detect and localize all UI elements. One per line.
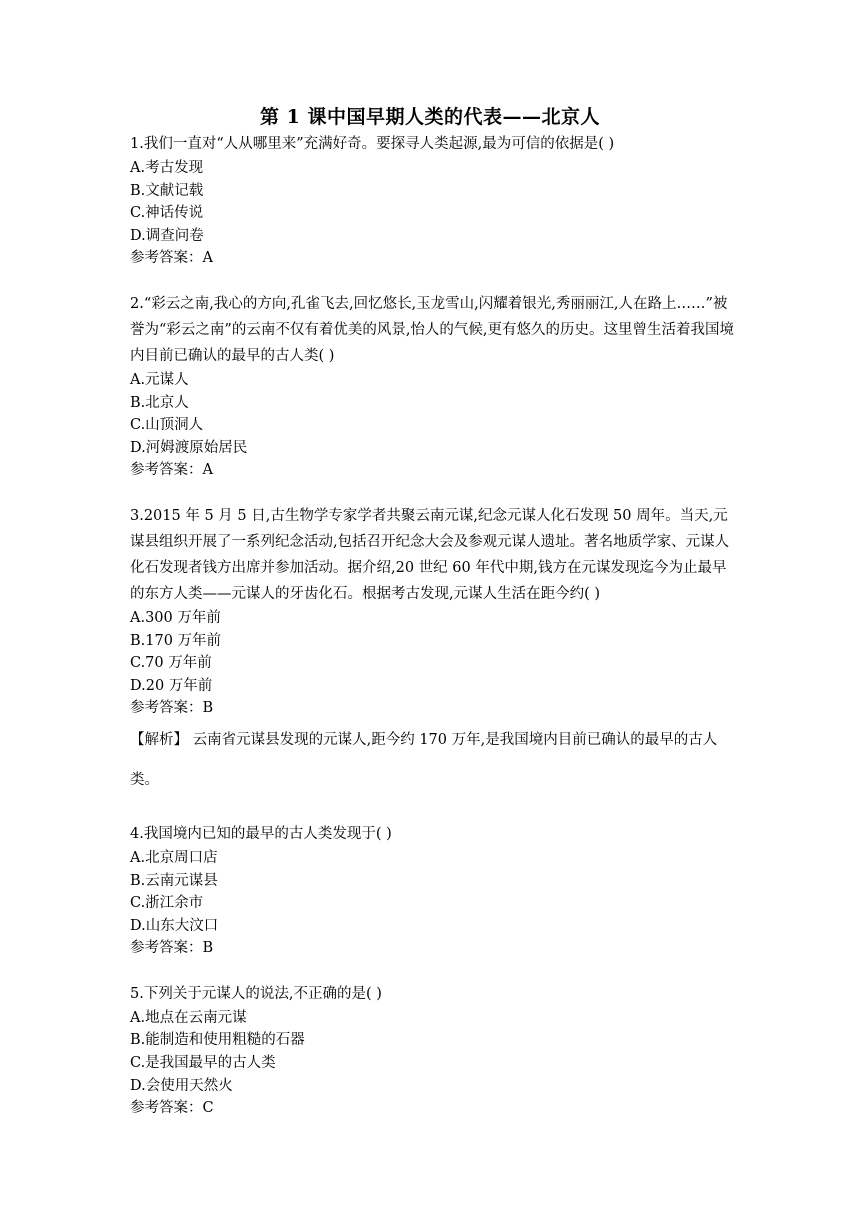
reference-answer: 参考答案：C bbox=[130, 1100, 214, 1117]
explanation-text: 云南省元谋县发现的元谋人,距今约 170 万年,是我国境内目前已确认的最早的古人类。 bbox=[130, 731, 718, 788]
option-c: C.浙江余市 bbox=[130, 895, 204, 912]
question-stem: 4.我国境内已知的最早的古人类发现于( ) bbox=[130, 825, 392, 842]
option-d: D.山东大汶口 bbox=[130, 917, 219, 934]
question-stem: 2.“彩云之南,我心的方向,孔雀飞去,回忆悠长,玉龙雪山,闪耀着银光,秀丽丽江,人在路上……”被誉为“彩云之南”的云南不仅有着优美的风景,怡人的气候,更有悠久的历史。这里曾生活着我国境内目前已确认的最早的古人类( ) bbox=[130, 295, 735, 364]
option-d: D.河姆渡原始居民 bbox=[130, 439, 248, 456]
question-4 bbox=[130, 821, 735, 960]
option-d: D.会使用天然火 bbox=[130, 1077, 233, 1094]
option-a: A.考古发现 bbox=[130, 160, 204, 176]
document-title: 第 1 课中国早期人类的代表——北京人 bbox=[260, 106, 600, 128]
option-a: A.300 万年前 bbox=[130, 609, 221, 626]
option-b: B.能制造和使用粗糙的石器 bbox=[130, 1032, 305, 1049]
explanation bbox=[130, 720, 735, 800]
reference-answer: 参考答案：B bbox=[130, 940, 214, 957]
question-1 bbox=[130, 131, 735, 270]
question-list bbox=[130, 131, 735, 1141]
option-c: C.神话传说 bbox=[130, 205, 204, 222]
question-stem: 3.2015 年 5 月 5 日,古生物学专家学者共聚云南元谋,纪念元谋人化石发现 50 周年。当天,元谋县组织开展了一系列纪念活动,包括召开纪念大会及参观元谋人遗址。著名地质学家、元谋人化石发现者钱方出席并参加活动。据介绍,20 世纪 60 年代中期,钱方在元谋发现迄今为止最早的东方人类——元谋人的牙齿化石。根据考古发现,元谋人生活在距今约( ) bbox=[130, 507, 730, 602]
option-b: B.文献记载 bbox=[130, 182, 204, 199]
question-2 bbox=[130, 291, 735, 482]
question-stem: 5.下列关于元谋人的说法,不正确的是( ) bbox=[130, 985, 382, 1002]
option-c: C.是我国最早的古人类 bbox=[130, 1055, 276, 1072]
option-b: B.北京人 bbox=[130, 394, 189, 411]
reference-answer: 参考答案：B bbox=[130, 700, 214, 717]
reference-answer: 参考答案：A bbox=[130, 250, 213, 267]
option-a: A.地点在云南元谋 bbox=[130, 1009, 247, 1026]
option-b: B.170 万年前 bbox=[130, 632, 222, 649]
option-b: B.云南元谋县 bbox=[130, 872, 218, 889]
option-c: C.山顶洞人 bbox=[130, 417, 204, 434]
option-c: C.70 万年前 bbox=[130, 655, 212, 672]
option-a: A.北京周口店 bbox=[130, 849, 218, 866]
question-5 bbox=[130, 981, 735, 1120]
explanation-tag: 【解析】 bbox=[130, 731, 188, 748]
reference-answer: 参考答案：A bbox=[130, 462, 213, 479]
option-d: D.调查问卷 bbox=[130, 227, 204, 244]
option-a: A.元谋人 bbox=[130, 371, 189, 388]
question-stem: 1.我们一直对“人从哪里来”充满好奇。要探寻人类起源,最为可信的依据是( ) bbox=[130, 136, 615, 152]
option-d: D.20 万年前 bbox=[130, 677, 213, 694]
question-3 bbox=[130, 503, 735, 800]
